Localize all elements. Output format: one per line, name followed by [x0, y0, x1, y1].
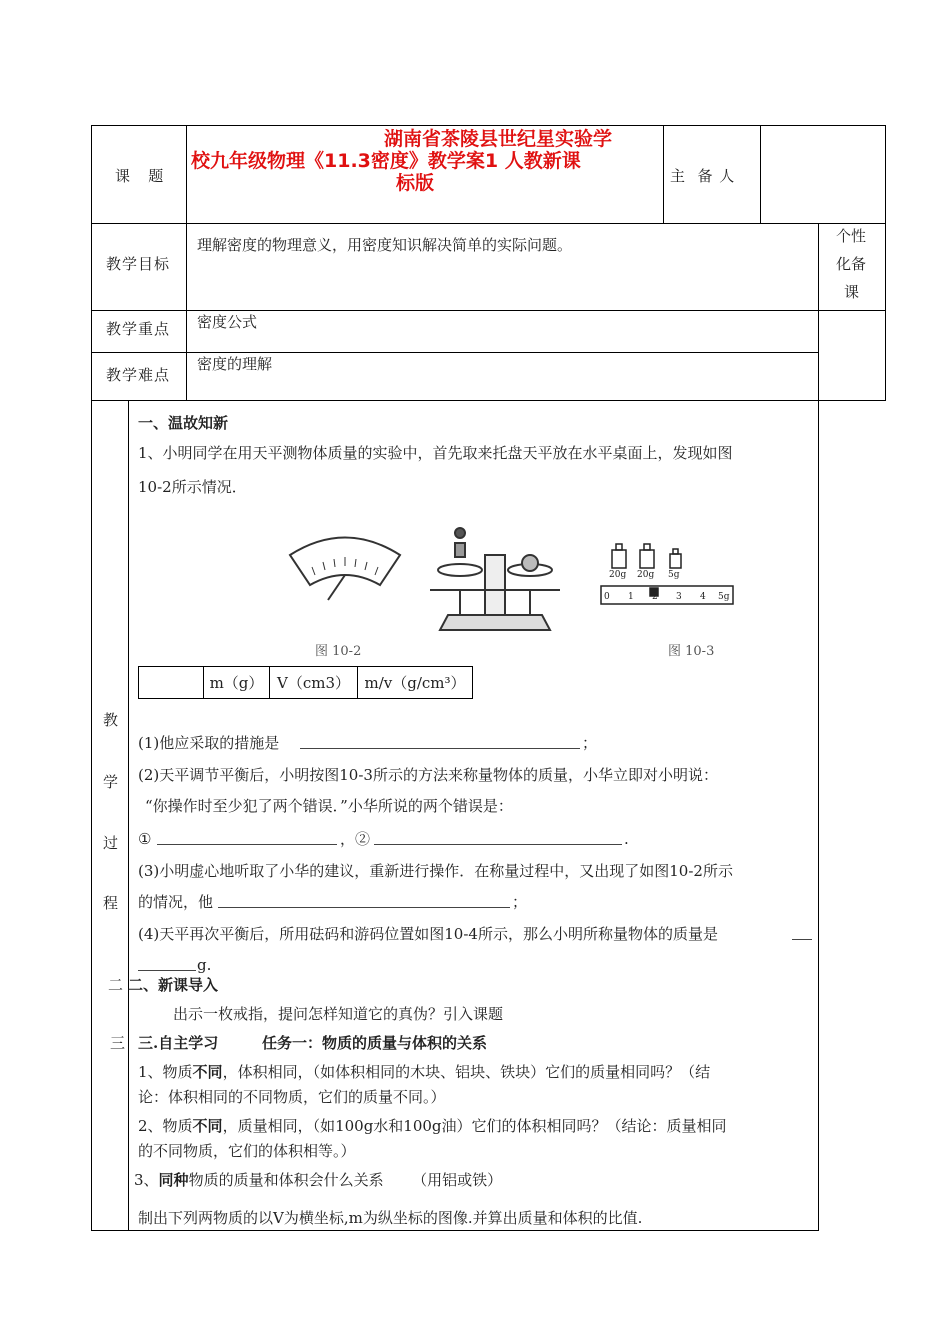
- process-label-char: 学: [103, 773, 119, 791]
- row-divider: [91, 310, 886, 311]
- paragraph-3-emphasis: 同种: [158, 1171, 189, 1189]
- answer-blank: [792, 939, 812, 940]
- paragraph-3: [134, 1170, 502, 1190]
- paragraph-1-prefix: 1、物质: [138, 1063, 193, 1081]
- row-divider: [91, 352, 819, 353]
- paragraph-3-prefix: 3、: [134, 1171, 159, 1189]
- difficulty-label: 教学难点: [106, 366, 171, 384]
- ruler-tick: 2: [652, 592, 658, 602]
- paragraph-1-emphasis: 不同: [192, 1063, 223, 1081]
- answer-blank: [300, 748, 580, 749]
- weight-label: 20g: [637, 570, 655, 580]
- row-divider: [91, 223, 886, 224]
- title-line-3: 标版: [396, 172, 435, 194]
- section3-title: 三.自主学习: [138, 1034, 219, 1052]
- process-label-char: 过: [103, 834, 119, 852]
- subquestion-1: (1)他应采取的措施是: [138, 734, 280, 752]
- ruler-tick: 5g: [718, 592, 730, 602]
- paragraph-3-rest: 物质的质量和体积会什么关系 （用铝或铁）: [188, 1171, 503, 1189]
- balance-figure: [280, 515, 590, 655]
- col-divider: [760, 125, 761, 223]
- ruler-tick: 1: [628, 592, 634, 602]
- answer-blank: [374, 844, 622, 845]
- subquestion-2-a: ①: [138, 830, 152, 848]
- personal-prep-label-3: 课: [844, 283, 860, 301]
- subquestion-2-line1: (2)天平调节平衡后，小明按图10-3所示的方法来称量物体的质量，小华立即对小明说：: [138, 766, 718, 784]
- title-line-2: 校九年级物理《11.3密度》教学案1 人教新课: [191, 150, 581, 172]
- figure-caption-right: 图 10-3: [668, 644, 715, 659]
- difficulty-text: 密度的理解: [197, 355, 273, 373]
- paragraph-2-line2: 的不同物质，它们的体积相等。）: [138, 1142, 356, 1160]
- table-top-border: [91, 125, 886, 126]
- paragraph-2: [138, 1116, 727, 1136]
- col-divider: [818, 223, 819, 1230]
- figure-caption-left: 图 10-2: [315, 644, 362, 659]
- personal-prep-label-2: 化备: [836, 255, 867, 273]
- paragraph-1-rest: ，体积相同，（如体积相同的木块、铝块、铁块）它们的质量相同吗？（结: [222, 1063, 711, 1081]
- margin-mark-three: 三: [110, 1034, 126, 1052]
- subquestion-3-line2: 的情况，他: [138, 893, 214, 911]
- focus-text: 密度公式: [197, 313, 258, 331]
- subquestion-2-line2: “你操作时至少犯了两个错误．”小华所说的两个错误是：: [145, 797, 513, 815]
- personal-prep-label-1: 个性: [836, 227, 867, 245]
- paragraph-1-line2: 论：体积相同的不同物质，它们的质量不同。）: [138, 1088, 446, 1106]
- data-table-cell: [138, 666, 204, 699]
- section2-text: 出示一枚戒指，提问怎样知道它的真伪？引入课题: [173, 1005, 504, 1023]
- section1-title: 一、温故知新: [138, 414, 229, 432]
- col-divider: [128, 400, 129, 1230]
- subquestion-2-b: ，②: [340, 830, 371, 848]
- subject-label: 课 题: [115, 167, 165, 185]
- data-table-cell: m（g）: [203, 666, 270, 699]
- col-divider: [663, 125, 664, 223]
- answer-blank: [157, 844, 337, 845]
- answer-blank: [138, 970, 196, 971]
- paragraph-2-rest: ，质量相同，（如100g水和100g油）它们的体积相同吗？（结论：质量相同: [222, 1117, 727, 1135]
- section2-title: 二、新课导入: [128, 976, 219, 994]
- subquestion-3-line1: (3)小明虚心地听取了小华的建议，重新进行操作．在称量过程中，又出现了如图10-2所示: [138, 862, 733, 880]
- objectives-text: 理解密度的物理意义，用密度知识解决简单的实际问题。: [197, 236, 573, 254]
- col-divider: [186, 125, 187, 400]
- table-left-border: [91, 125, 92, 1230]
- question1-line1: 1、小明同学在用天平测物体质量的实验中，首先取来托盘天平放在水平桌面上，发现如图: [138, 444, 733, 462]
- task1-title: 任务一：物质的质量与体积的关系: [262, 1034, 488, 1052]
- objectives-label: 教学目标: [106, 255, 171, 273]
- subquestion-4-line1: (4)天平再次平衡后，所用砝码和游码位置如图10-4所示，那么小明所称量物体的质量是: [138, 925, 718, 943]
- process-label-char: 程: [103, 894, 119, 912]
- preparer-label: 主 备 人: [670, 167, 736, 185]
- process-label-char: 教: [103, 711, 119, 729]
- margin-mark-two: 二: [108, 976, 124, 994]
- row-divider: [91, 400, 886, 401]
- paragraph-1: [138, 1062, 710, 1082]
- weight-label: 20g: [609, 570, 627, 580]
- paragraph-4: 制出下列两物质的以V为横坐标,m为纵坐标的图像.并算出质量和体积的比值.: [138, 1209, 643, 1227]
- paragraph-2-emphasis: 不同: [192, 1117, 223, 1135]
- weight-label: 5g: [668, 570, 680, 580]
- subquestion-1-end: ；: [582, 734, 598, 752]
- dial-pointer: [328, 575, 345, 600]
- subquestion-4-line2: g.: [197, 956, 212, 974]
- paragraph-2-prefix: 2、物质: [138, 1117, 193, 1135]
- ruler-tick: 0: [604, 592, 610, 602]
- subquestion-2-end: .: [624, 830, 629, 848]
- table-right-border: [885, 125, 886, 400]
- question1-line2: 10-2所示情况．: [138, 478, 247, 496]
- subquestion-3-end: ；: [512, 893, 528, 911]
- ruler-tick: 4: [700, 592, 706, 602]
- title-line-1: 湖南省茶陵县世纪星实验学: [384, 128, 613, 150]
- data-table-cell: V（cm3）: [269, 666, 358, 699]
- data-table-cell: m/v（g/cm³）: [357, 666, 473, 699]
- answer-blank: [218, 907, 510, 908]
- focus-label: 教学重点: [106, 320, 171, 338]
- ruler-tick: 3: [676, 592, 682, 602]
- table-bottom-border: [91, 1230, 819, 1231]
